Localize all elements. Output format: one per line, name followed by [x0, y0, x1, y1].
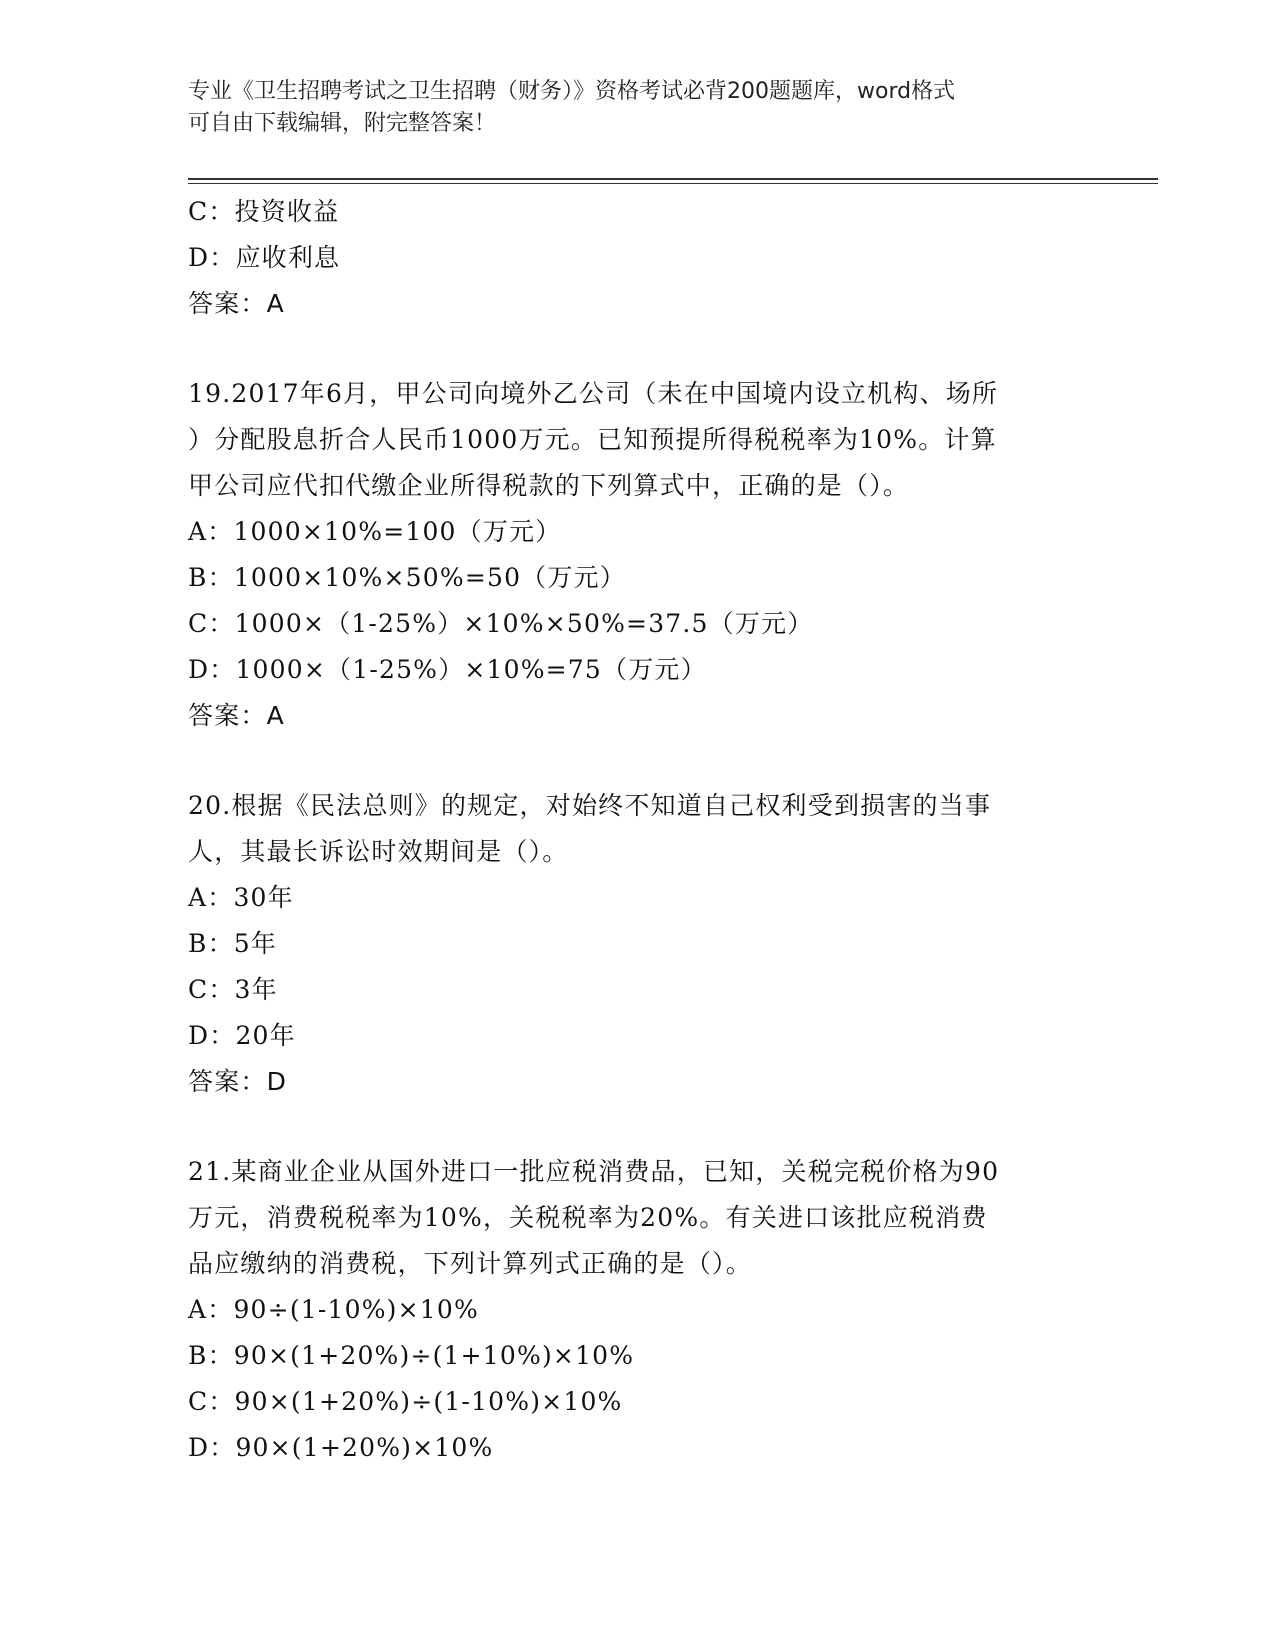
page-header [188, 76, 1088, 140]
option-c: C：90×(1+20%)÷(1-10%)×10% [188, 1387, 623, 1416]
header-line-1: 专业《卫生招聘考试之卫生招聘（财务）》资格考试必背200题题库，word格式 [188, 79, 956, 104]
option-a: A：30年 [188, 883, 294, 912]
prev-question [188, 189, 1088, 327]
option-b: B：1000×10%×50%=50（万元） [188, 563, 626, 592]
header-line-2: 可自由下载编辑，附完整答案！ [188, 111, 497, 136]
answer: 答案：A [188, 701, 285, 730]
option-d: D：90×(1+20%)×10% [188, 1433, 494, 1462]
option-b: B：90×(1+20%)÷(1+10%)×10% [188, 1341, 635, 1370]
option-c: C：1000×（1-25%）×10%×50%=37.5（万元） [188, 609, 814, 638]
option-a: A：90÷(1-10%)×10% [188, 1295, 479, 1324]
answer: 答案：A [188, 289, 285, 318]
question-stem-line: 万元，消费税税率为10%，关税税率为20%。有关进口该批应税消费 [188, 1203, 988, 1232]
header-divider [188, 178, 1158, 180]
option-c: C：3年 [188, 975, 278, 1004]
option-d: D：应收利息 [188, 243, 341, 272]
option-b: B：5年 [188, 929, 278, 958]
question-21 [188, 1149, 1088, 1471]
question-stem-line: ）分配股息折合人民币1000万元。已知预提所得税税率为10%。计算 [188, 425, 997, 454]
question-20 [188, 783, 1088, 1105]
question-stem-line: 人，其最长诉讼时效期间是（）。 [188, 837, 569, 866]
document-body [188, 189, 1088, 1471]
header-divider-thin [188, 183, 1158, 184]
question-stem-line: 20.根据《民法总则》的规定，对始终不知道自己权利受到损害的当事 [188, 791, 992, 820]
answer: 答案：D [188, 1067, 288, 1096]
question-19 [188, 371, 1088, 739]
option-d: D：1000×（1-25%）×10%=75（万元） [188, 655, 707, 684]
question-stem-line: 19.2017年6月，甲公司向境外乙公司（未在中国境内设立机构、场所 [188, 379, 999, 408]
question-stem-line: 21.某商业企业从国外进口一批应税消费品，已知，关税完税价格为90 [188, 1157, 1000, 1186]
question-stem-line: 甲公司应代扣代缴企业所得税款的下列算式中，正确的是（）。 [188, 471, 910, 500]
option-a: A：1000×10%=100（万元） [188, 517, 562, 546]
option-d: D：20年 [188, 1021, 296, 1050]
option-c: C：投资收益 [188, 197, 340, 226]
question-stem-line: 品应缴纳的消费税，下列计算列式正确的是（）。 [188, 1249, 752, 1278]
